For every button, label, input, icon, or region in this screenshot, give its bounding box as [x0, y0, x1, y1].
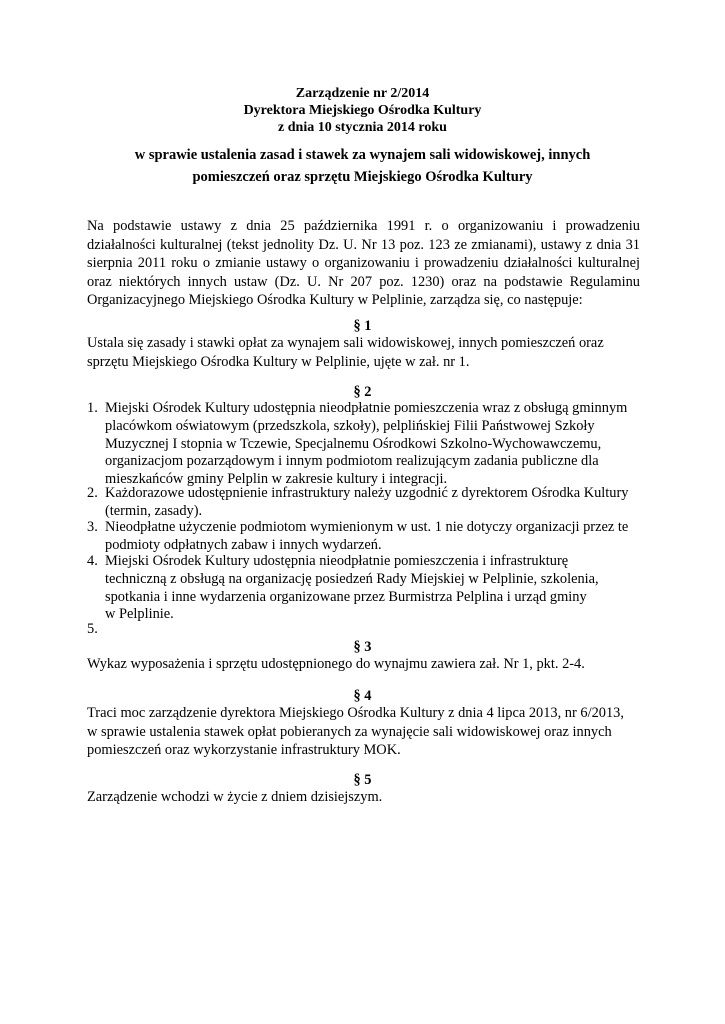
- section-4-line: Traci moc zarządzenie dyrektora Miejskiego Ośrodka Kultury z dnia 4 lipca 2013, nr 6/2013,: [87, 705, 624, 721]
- item-line: techniczną z obsługą na organizację posiedzeń Rady Miejskiej w Pelplinie, szkolenia,: [105, 570, 599, 587]
- preamble-line: sierpnia 2011 roku o zmianie ustawy o organizowaniu i prowadzeniu działalności kulturalnej: [87, 255, 640, 272]
- order-date: z dnia 10 stycznia 2014 roku: [278, 120, 447, 135]
- section-4-body: [87, 704, 640, 760]
- preamble-line: Organizacyjnego Miejskiego Ośrodka Kultury w Pelplinie, zarządza się, co następuje:: [87, 292, 583, 309]
- section-1-line: Ustala się zasady i stawki opłat za wynajem sali widowiskowej, innych pomieszczeń oraz: [87, 335, 604, 351]
- preamble-line: oraz niektórych innych ustaw (Dz. U. Nr 207 poz. 1230) oraz na podstawie Regulaminu: [87, 273, 640, 290]
- item-number: 5.: [87, 621, 98, 637]
- item-line: spotkania i inne wydarzenia organizowane przez Burmistrza Pelplina i urząd gminy: [105, 588, 587, 605]
- item-line: mieszkańców gminy Pelplin w zakresie kultury i integracji.: [105, 471, 448, 488]
- section-5-body: [87, 788, 640, 807]
- order-number: Zarządzenie nr 2/2014: [295, 86, 430, 101]
- item-number: 2.: [87, 485, 98, 501]
- item-text: [105, 400, 645, 489]
- section-5-title: § 5: [353, 772, 372, 788]
- section-2-title: § 2: [353, 384, 372, 400]
- item-line: Miejski Ośrodek Kultury udostępnia nieodpłatnie pomieszczenia i infrastrukturę: [105, 553, 569, 569]
- item-line: podmioty odpłatnych zabaw i innych wydarzeń.: [105, 536, 382, 553]
- subject-line-2: pomieszczeń oraz sprzętu Miejskiego Ośrodka Kultury: [192, 169, 533, 185]
- section-1-title: § 1: [353, 318, 372, 334]
- issuer: Dyrektora Miejskiego Ośrodka Kultury: [243, 103, 482, 118]
- item-line: Nieodpłatne użyczenie podmiotom wymienionym w ust. 1 nie dotyczy organizacji przez te: [105, 519, 629, 535]
- item-line: w Pelplinie.: [105, 606, 174, 623]
- section-3-title: § 3: [353, 639, 372, 655]
- item-line: (termin, zasady).: [105, 502, 203, 519]
- section-1-line: sprzętu Miejskiego Ośrodka Kultury w Pelplinie, ujęte w zał. nr 1.: [87, 353, 470, 370]
- item-number: 1.: [87, 400, 98, 416]
- item-text: [105, 553, 645, 624]
- preamble: [87, 217, 640, 310]
- item-line: organizacjom pozarządowym i innym podmiotom realizującym zadania publiczne dla: [105, 453, 599, 470]
- item-number: 3.: [87, 519, 98, 535]
- section-4-title: § 4: [353, 688, 372, 704]
- section-4-line: w sprawie ustalenia stawek opłat pobieranych za wynajęcie sali widowiskowej oraz innych: [87, 723, 612, 740]
- item-line: Muzycznej I stopnia w Tczewie, Specjalnemu Ośrodkowi Szkolno-Wychowawczemu,: [105, 435, 602, 452]
- item-text: [105, 485, 645, 521]
- section-3-line: Wykaz wyposażenia i sprzętu udostępnionego do wynajmu zawiera zał. Nr 1, pkt. 2-4.: [87, 656, 585, 672]
- item-number: 4.: [87, 553, 98, 569]
- item-line: Miejski Ośrodek Kultury udostępnia nieodpłatnie pomieszczenia wraz z obsługą gminnym: [105, 400, 628, 416]
- section-4-line: pomieszczeń oraz wykorzystanie infrastruktury MOK.: [87, 742, 401, 759]
- section-1-body: [87, 334, 640, 371]
- subject-line-1: w sprawie ustalenia zasad i stawek za wynajem sali widowiskowej, innych: [134, 147, 591, 163]
- section-3-body: [87, 655, 640, 674]
- preamble-line: Na podstawie ustawy z dnia 25 października 1991 r. o organizowaniu i prowadzeniu: [87, 218, 640, 234]
- item-line: Każdorazowe udostępnienie infrastruktury należy uzgodnić z dyrektorem Ośrodka Kultury: [105, 485, 629, 501]
- section-5-line: Zarządzenie wchodzi w życie z dniem dzisiejszym.: [87, 789, 383, 805]
- item-line: placówkom oświatowym (przedszkola, szkoły), pelplińskiej Filii Państwowej Szkoły: [105, 417, 595, 434]
- item-text: [105, 519, 645, 555]
- preamble-line: działalności kulturalnej (tekst jednolity Dz. U. Nr 13 poz. 123 ze zmianami), ustawy z dnia 31: [87, 236, 640, 253]
